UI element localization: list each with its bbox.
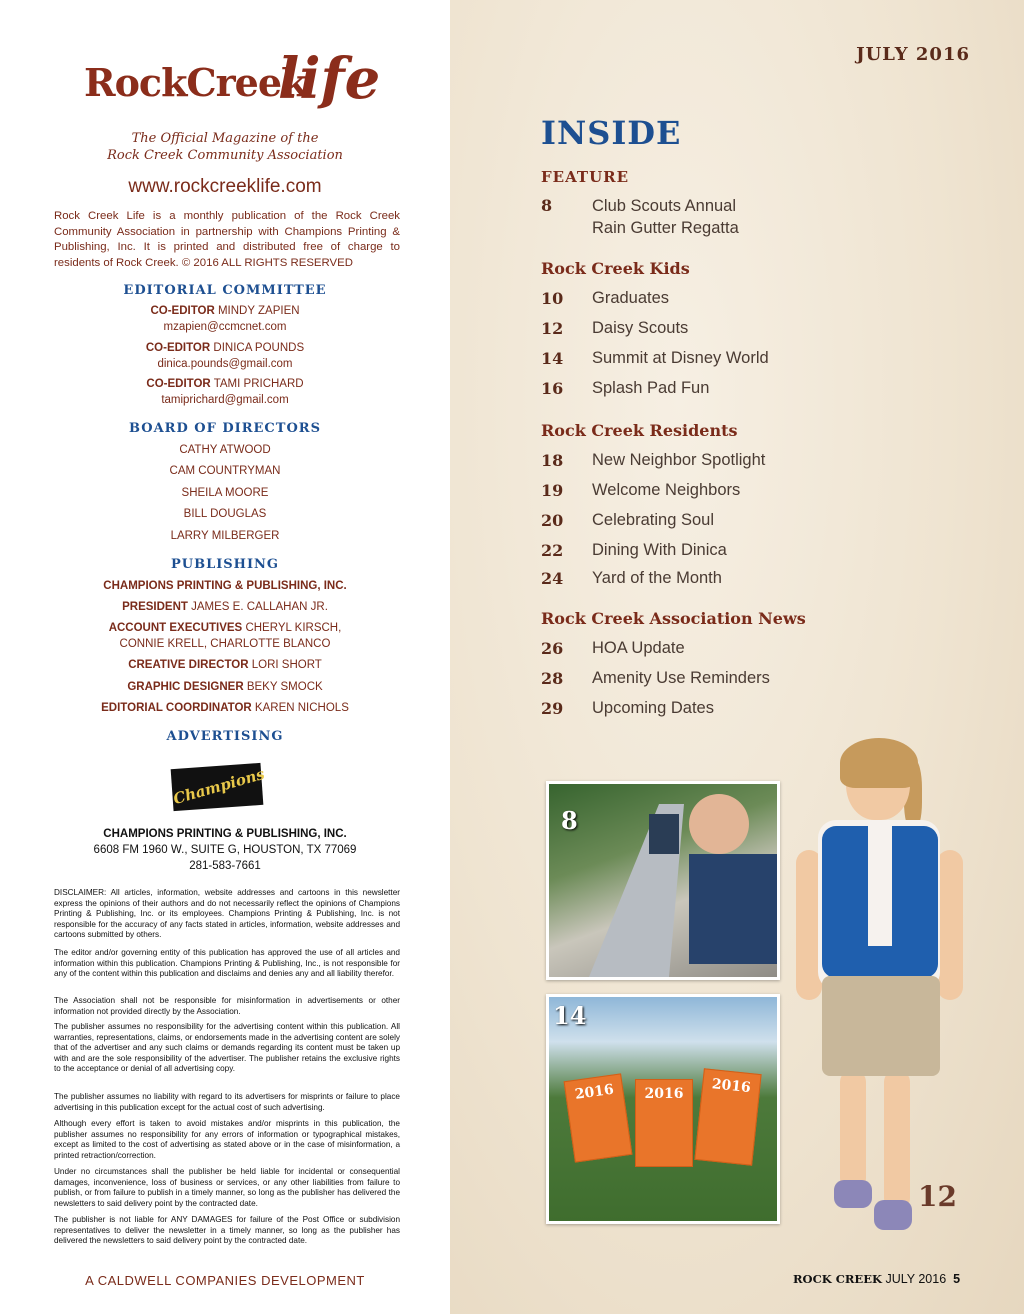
publishing-heading: PUBLISHING [170,557,280,572]
board-heading: BOARD OF DIRECTORS [129,421,321,436]
banner-text: 2016 [573,1081,615,1103]
board-member: BILL DOUGLAS [183,508,267,520]
publisher-company: CHAMPIONS PRINTING & PUBLISHING, INC. [103,580,347,592]
toc-item-title[interactable]: Welcome Neighbors [592,481,741,499]
tagline-line-1: The Official Magazine of the [131,131,319,146]
banner-text: 2016 [711,1076,752,1097]
publishing-role: PRESIDENT [122,601,188,613]
toc-item-title[interactable] [592,195,739,239]
banner-text: 2016 [644,1086,684,1102]
board-member: CATHY ATWOOD [179,444,271,456]
footer-page-number: 5 [953,1272,961,1286]
girl-vest-opening [868,826,892,946]
address-company: CHAMPIONS PRINTING & PUBLISHING, INC. [103,828,347,840]
girl-leg [840,1070,866,1190]
toc-page-number: 14 [541,349,564,368]
intro-paragraph: Rock Creek Life is a monthly publication of the Rock Creek Community Association in partnership with Champions Printing & Publishing, Inc. It is printed and distributed free of charge to residents of Rock Creek. © 2016 ALL RIGHTS RESERVED [54,210,400,269]
toc-item-title[interactable]: Splash Pad Fun [592,379,710,397]
photo-regatta-art [549,784,777,977]
publishing-account-execs-line2: CONNIE KRELL, CHARLOTTE BLANCO [119,638,331,650]
girl-shoe [874,1200,912,1230]
editor-2-email[interactable]: dinica.pounds@gmail.com [157,358,293,370]
publishing-role: GRAPHIC DESIGNER [127,681,244,693]
disclaimer-paragraph: The editor and/or governing entity of this publication has approved the use of all articles and information within this publication. Champions Printing & Publishing, Inc., is not responsible for any of the content within this publication and disclaims and denies any and all liability therefor. [54,948,400,979]
editor-2-name: DINICA POUNDS [213,342,305,354]
champions-logo-text: Champions [171,764,267,809]
toc-page-number: 24 [541,569,564,588]
toc-page-number: 28 [541,669,564,688]
section-feature-title: FEATURE [541,168,630,186]
photo-label-14: 14 [553,1001,587,1030]
publishing-name: CHERYL KIRSCH, [245,622,342,634]
publishing-editorial-coordinator [0,702,450,714]
board-member: LARRY MILBERGER [170,530,280,542]
editor-1 [0,305,450,317]
toc-item-title-line-2: Rain Gutter Regatta [592,219,739,237]
publishing-name: KAREN NICHOLS [254,702,349,714]
website-link[interactable]: www.rockcreeklife.com [128,176,322,197]
board-member: SHEILA MOORE [181,487,269,499]
editor-3 [0,378,450,390]
inside-title: INSIDE [541,114,682,152]
publishing-role: ACCOUNT EXECUTIVES [108,622,243,634]
tagline [0,130,450,164]
tagline-line-2: Rock Creek Community Association [107,148,343,163]
toc-page-number: 18 [541,451,564,470]
boat [649,814,679,854]
toc-page-number: 10 [541,289,564,308]
editor-3-name: TAMI PRICHARD [213,378,304,390]
toc-page-number: 29 [541,699,564,718]
girl-hair [840,738,918,788]
scout-face [689,794,749,854]
logo-life: life [278,46,381,112]
banner [564,1073,633,1162]
editor-3-role: CO-EDITOR [146,378,211,390]
banner [635,1079,693,1167]
toc-page-number: 19 [541,481,564,500]
editor-2-role: CO-EDITOR [145,342,211,354]
editor-3-email[interactable]: tamiprichard@gmail.com [161,394,289,406]
toc-page-number: 20 [541,511,564,530]
disclaimer-paragraph: The publisher assumes no liability with regard to its advertisers for misprints or failure to place advertising in this publication except for the actual cost of such advertising. [54,1092,400,1112]
toc-item-title[interactable]: Daisy Scouts [592,319,689,337]
editor-1-name: MINDY ZAPIEN [217,305,300,317]
disclaimer-paragraph: The publisher is not liable for ANY DAMAGES for failure of the Post Office or subdivision representatives to deliver the newsletter in a timely manner, so long as the publisher has delivered the newsletters to said delivery point by the contracted date. [54,1215,400,1246]
girl-arm [937,850,963,1000]
photo-label-8: 8 [561,806,578,835]
publishing-name: LORI SHORT [251,659,322,671]
address-line: 6608 FM 1960 W., SUITE G, HOUSTON, TX 77069 [93,844,357,856]
footer-brand: ROCK CREEK [793,1272,882,1286]
toc-page-number: 22 [541,541,564,560]
disclaimer-paragraph: Under no circumstances shall the publisher be held liable for incidental or consequential damages, inconvenience, loss of business or services, or any other liabilities from failure to publish, or from failure to publish in a timely manner, so long as the publisher has delivered the newsletters to said delivery point by the contracted date. [54,1167,400,1208]
disclaimer-paragraph: The publisher assumes no responsibility for the advertising content within this publication. All warranties, representations, claims, or endorsements made in the advertising content are solely that of the advertiser and any such claims or demands regarding its content must be taken up with and are the sole responsibility of the advertiser. The publisher retains the exclusive rights to the acceptance or denial of all advertising copy. [54,1022,400,1074]
section-association-title: Rock Creek Association News [541,609,806,628]
footer-developer: A CALDWELL COMPANIES DEVELOPMENT [85,1273,365,1288]
masthead-column [0,0,450,1314]
section-kids-title: Rock Creek Kids [541,259,690,278]
publishing-role: CREATIVE DIRECTOR [128,659,249,671]
banner [694,1068,761,1166]
editor-2 [0,342,450,354]
publishing-role: EDITORIAL COORDINATOR [101,702,252,714]
disclaimer-paragraph: DISCLAIMER: All articles, information, website addresses and cartoons in this newsletter express the opinions of their authors and do not necessarily reflect the opinions of Champions Printing & Publishing, Inc. or its employees. Champions Printing & Publishing, Inc. is not responsible for the accuracy of any facts stated in articles, information, website addresses and cartoons submitted by others. [54,888,400,940]
toc-page-number: 8 [541,196,553,215]
toc-item-title[interactable]: Yard of the Month [592,569,722,587]
toc-item-title[interactable]: Summit at Disney World [592,349,769,367]
scout-uniform [689,854,777,964]
publishing-account-execs [0,622,450,634]
toc-item-title[interactable]: Upcoming Dates [592,699,714,717]
toc-page-number: 12 [541,319,564,338]
address-phone: 281-583-7661 [189,860,261,872]
photo-regatta [546,781,780,980]
toc-item-title[interactable]: Amenity Use Reminders [592,669,770,687]
toc-page-number: 16 [541,379,564,398]
page-footer [793,1272,960,1286]
publishing-name: JAMES E. CALLAHAN JR. [191,601,328,613]
publishing-creative-director [0,659,450,671]
editor-1-role: CO-EDITOR [150,305,215,317]
champions-logo [171,763,267,811]
toc-item-title[interactable]: Dining With Dinica [592,541,727,559]
section-residents-title: Rock Creek Residents [541,421,738,440]
girl-shorts [822,976,940,1076]
toc-item-title[interactable]: Celebrating Soul [592,511,714,529]
toc-item-title-line-1: Club Scouts Annual [592,197,737,215]
photo-label-12: 12 [918,1180,957,1213]
publishing-name: BEKY SMOCK [246,681,323,693]
girl-leg [884,1070,910,1210]
publishing-graphic-designer [0,681,450,693]
logo-rock-creek: RockCreek [84,60,307,105]
toc-page-number: 26 [541,639,564,658]
girl-shoe [834,1180,872,1208]
toc-item-title[interactable]: Graduates [592,289,670,307]
footer-date: JULY 2016 [885,1272,947,1286]
disclaimer-paragraph: Although every effort is taken to avoid mistakes and/or misprints in this publication, the publisher assumes no responsibility for any errors of information or typographical mistakes, except as limited to the cost of advertising as stated above or in the case of misinformation, a printed retraction/correction. [54,1119,400,1160]
photo-disney-summit [546,994,780,1224]
toc-item-title[interactable]: HOA Update [592,639,685,657]
board-member: CAM COUNTRYMAN [169,465,281,477]
publishing-president [0,601,450,613]
toc-item-title[interactable]: New Neighbor Spotlight [592,451,766,469]
issue-date: JULY 2016 [856,44,970,65]
advertising-heading: ADVERTISING [166,729,284,744]
editorial-heading: EDITORIAL COMMITTEE [123,283,327,298]
editor-1-email[interactable]: mzapien@ccmcnet.com [163,321,287,333]
disclaimer-paragraph: The Association shall not be responsible for misinformation in advertisements or other information not provided directly by the Association. [54,996,400,1016]
